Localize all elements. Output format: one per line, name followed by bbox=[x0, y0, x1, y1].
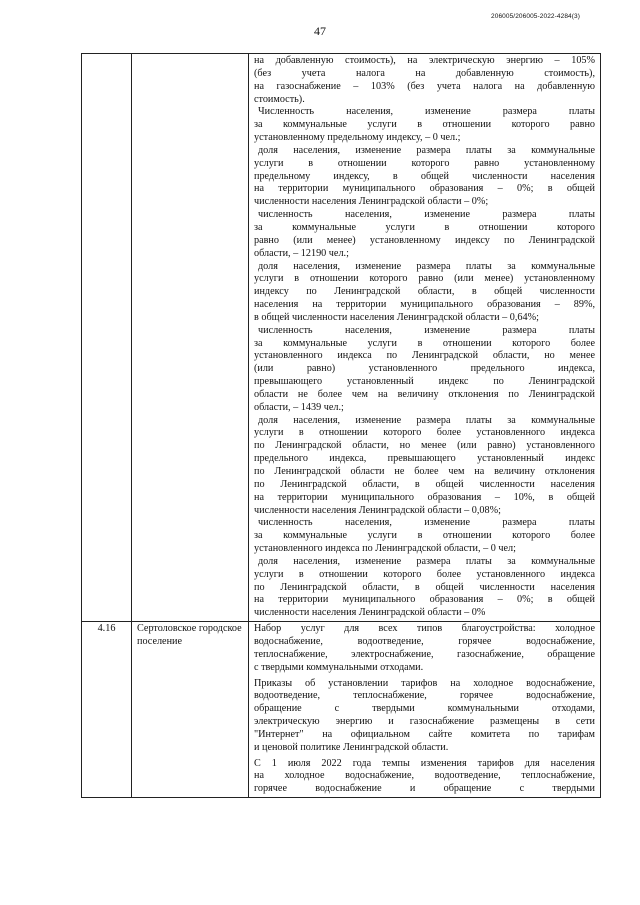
text-line: электрическую энергию и газоснабжение размещены в сети bbox=[254, 716, 595, 728]
document-table bbox=[81, 53, 601, 798]
text-line: водоснабжение, водоотведение, горячее водоснабжение, bbox=[254, 635, 595, 647]
text-line: обращение с твердыми коммунальными отходами, bbox=[254, 703, 595, 715]
page-number: 47 bbox=[314, 24, 326, 38]
text-line: услуги в отношении которого равно установленному bbox=[254, 157, 595, 169]
text-line: С 1 июля 2022 года темпы изменения тарифов для населения bbox=[254, 757, 595, 769]
text-line: индексу по Ленинградской области, в общей численности bbox=[254, 286, 595, 298]
text-line: численности населения Ленинградской области – 0,08%; bbox=[254, 504, 501, 516]
table-row-continuation bbox=[82, 54, 601, 622]
text-line: по Ленинградской области, в общей численности населения bbox=[254, 478, 595, 490]
cell-number-empty bbox=[82, 54, 132, 622]
text-line: предельного индекса, превышающего установленный индекс bbox=[254, 453, 595, 465]
text-line: и ценовой политике Ленинградской области. bbox=[254, 741, 449, 753]
text-line: "Интернет" на официальном сайте комитета по тарифам bbox=[254, 728, 595, 740]
text-line: доля населения, изменение размера платы за коммунальные bbox=[258, 144, 595, 156]
cell-description bbox=[249, 622, 601, 798]
text-line: численность населения, изменение размера платы bbox=[258, 517, 595, 529]
text-line: на территории муниципального образования – 0%; в общей bbox=[254, 183, 595, 195]
text-line: предельному индексу, в общей численности населения bbox=[254, 170, 595, 182]
document-id: 206005/206005-2022-4284(3) bbox=[491, 13, 580, 20]
text-line: на газоснабжение – 103% (без учета налога на добавленную bbox=[254, 80, 595, 92]
text-line: на территории муниципального образования – 0%; в общей bbox=[254, 594, 595, 606]
text-line: области, – 1439 чел.; bbox=[254, 401, 344, 413]
text-line: за коммунальные услуги в отношении которого равно bbox=[254, 119, 595, 131]
text-line: (или равно) установленного предельного индекса, bbox=[254, 363, 595, 375]
text-line: доля населения, изменение размера платы за коммунальные bbox=[258, 414, 595, 426]
text-line: численность населения, изменение размера платы bbox=[258, 324, 595, 336]
text-line: (без учета налога на добавленную стоимость), bbox=[254, 67, 595, 79]
municipality-name: Сертоловское городское поселение bbox=[132, 622, 249, 798]
text-line: услуги в отношении которого равно (или менее) установленному bbox=[254, 273, 595, 285]
text-line: услуги в отношении которого более установленного индекса bbox=[254, 427, 595, 439]
text-line: по Ленинградской области, в общей численности населения bbox=[254, 581, 595, 593]
text-line: численность населения, изменение размера платы bbox=[258, 209, 595, 221]
text-line: водоотведение, теплоснабжение, горячее водоснабжение, bbox=[254, 690, 595, 702]
text-line: услуги в отношении которого более установленного индекса bbox=[254, 568, 595, 580]
text-line: области, – 12190 чел.; bbox=[254, 247, 349, 259]
text-line: на территории муниципального образования – 10%, в общей bbox=[254, 491, 595, 503]
text-line: с твердыми коммунальными отходами. bbox=[254, 661, 424, 673]
text-line: горячее водоснабжение и обращение с твердыми bbox=[254, 783, 595, 795]
text-line: равно (или менее) установленному индексу по Ленинградской bbox=[254, 234, 595, 246]
text-line: численности населения Ленинградской области – 0%; bbox=[254, 196, 489, 208]
text-line: по Ленинградской области, но менее (или равно) установленного bbox=[254, 440, 595, 452]
cell-name-empty bbox=[132, 54, 249, 622]
text-line: в общей численности населения Ленинградской области – 0,64%; bbox=[254, 311, 539, 323]
cell-description bbox=[249, 54, 601, 622]
text-line: установленного индекса по Ленинградской области, но менее bbox=[254, 350, 595, 362]
text-line: за коммунальные услуги в отношении которого более bbox=[254, 530, 595, 542]
text-line: теплоснабжение, электроснабжение, газоснабжение, обращение bbox=[254, 648, 595, 660]
row-number: 4.16 bbox=[82, 622, 132, 798]
text-line: по Ленинградской области не более чем на величину отклонения bbox=[254, 466, 595, 477]
text-line: населения на территории муниципального образования – 89%, bbox=[254, 299, 595, 311]
text-line: доля населения, изменение размера платы за коммунальные bbox=[258, 555, 595, 567]
text-line: на добавленную стоимость), на электрическую энергию – 105% bbox=[254, 55, 595, 66]
text-line: Численность населения, изменение размера платы bbox=[258, 106, 595, 118]
text-line: области не более чем на величину отклонения по Ленинградской bbox=[254, 388, 595, 400]
text-line: на холодное водоснабжение, водоотведение, теплоснабжение, bbox=[254, 770, 595, 782]
text-line: установленному предельному индексу, – 0 чел.; bbox=[254, 132, 461, 144]
text-line: за коммунальные услуги в отношении которого bbox=[254, 221, 595, 233]
text-line: за коммунальные услуги в отношении которого более bbox=[254, 337, 595, 349]
text-line: установленного индекса по Ленинградской области, – 0 чел; bbox=[254, 543, 516, 555]
table-row-4-16 bbox=[82, 622, 601, 798]
text-line: численности населения Ленинградской области – 0% bbox=[254, 607, 486, 619]
text-line: Набор услуг для всех типов благоустройства: холодное bbox=[254, 623, 595, 635]
text-line: стоимость). bbox=[254, 93, 305, 105]
text-line: превышающего установленный индекс по Ленинградской bbox=[254, 376, 595, 388]
text-line: доля населения, изменение размера платы за коммунальные bbox=[258, 260, 595, 272]
text-line: Приказы об установлении тарифов на холодное водоснабжение, bbox=[254, 677, 595, 689]
